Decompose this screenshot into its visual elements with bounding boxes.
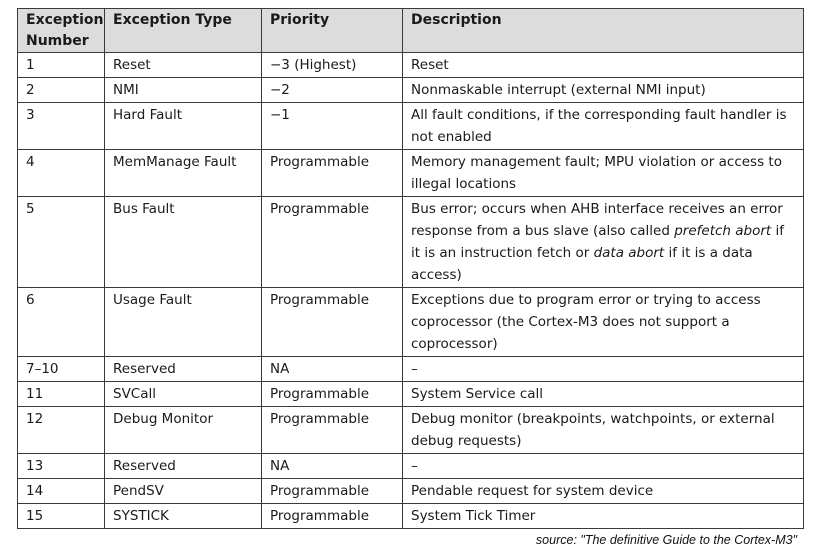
priority-cell: −3 (Highest) [262, 53, 403, 78]
exception-type-cell: Hard Fault [105, 103, 262, 150]
description-text: Reset [411, 57, 449, 73]
description-cell [403, 407, 804, 454]
description-cell [403, 53, 804, 78]
exception-type-cell: NMI [105, 78, 262, 103]
description-text: – [411, 458, 418, 474]
description-text: if it is an instruction fetch or [411, 223, 785, 261]
exception-number-cell: 7–10 [18, 357, 105, 382]
priority-cell: Programmable [262, 288, 403, 357]
header-priority: Priority [262, 9, 403, 53]
exception-number-cell: 2 [18, 78, 105, 103]
exception-number-cell: 1 [18, 53, 105, 78]
description-cell [403, 357, 804, 382]
exception-number-cell: 13 [18, 454, 105, 479]
description-text: Debug monitor (breakpoints, watchpoints, or external debug requests) [411, 411, 775, 449]
table-row [18, 197, 804, 288]
table-row [18, 382, 804, 407]
exception-type-cell: Reserved [105, 454, 262, 479]
priority-cell: NA [262, 454, 403, 479]
description-text: if it is a data access) [411, 245, 753, 283]
table-row [18, 150, 804, 197]
priority-cell: Programmable [262, 504, 403, 529]
description-text: All fault conditions, if the corresponding fault handler is not enabled [411, 107, 787, 145]
exception-number-cell: 15 [18, 504, 105, 529]
exception-type-cell: SVCall [105, 382, 262, 407]
description-text: Memory management fault; MPU violation or access to illegal locations [411, 154, 782, 192]
table-row [18, 407, 804, 454]
exception-number-cell: 14 [18, 479, 105, 504]
table-body [18, 53, 804, 529]
priority-cell: −2 [262, 78, 403, 103]
description-cell [403, 479, 804, 504]
exception-number-cell: 12 [18, 407, 105, 454]
description-text: Nonmaskable interrupt (external NMI input) [411, 82, 706, 98]
table-row [18, 288, 804, 357]
table-row [18, 504, 804, 529]
exception-type-cell: Reserved [105, 357, 262, 382]
exception-type-cell: MemManage Fault [105, 150, 262, 197]
description-cell [403, 78, 804, 103]
table-row [18, 103, 804, 150]
exception-table [17, 8, 804, 529]
exception-number-cell: 5 [18, 197, 105, 288]
exception-number-cell: 11 [18, 382, 105, 407]
exception-type-cell: PendSV [105, 479, 262, 504]
table-row [18, 479, 804, 504]
description-cell [403, 504, 804, 529]
exception-type-cell: Reset [105, 53, 262, 78]
description-text: System Service call [411, 386, 544, 402]
description-text: System Tick Timer [411, 508, 536, 524]
description-cell [403, 103, 804, 150]
description-text: – [411, 361, 418, 377]
description-text: Pendable request for system device [411, 483, 654, 499]
priority-cell: NA [262, 357, 403, 382]
priority-cell: Programmable [262, 407, 403, 454]
description-text: Bus error; occurs when AHB interface receives an error response from a bus slave (also called [411, 201, 783, 239]
exception-type-cell: SYSTICK [105, 504, 262, 529]
header-description: Description [403, 9, 804, 53]
priority-cell: Programmable [262, 479, 403, 504]
table-row [18, 454, 804, 479]
header-exception-type: Exception Type [105, 9, 262, 53]
priority-cell: Programmable [262, 197, 403, 288]
description-emphasis: data abort [593, 245, 665, 261]
header-row [18, 9, 804, 53]
header-exception-number: Exception Number [18, 9, 105, 53]
description-cell [403, 150, 804, 197]
exception-number-cell: 4 [18, 150, 105, 197]
priority-cell: −1 [262, 103, 403, 150]
exception-number-cell: 6 [18, 288, 105, 357]
exception-type-cell: Debug Monitor [105, 407, 262, 454]
exception-number-cell: 3 [18, 103, 105, 150]
priority-cell: Programmable [262, 382, 403, 407]
exception-type-cell: Bus Fault [105, 197, 262, 288]
description-cell [403, 197, 804, 288]
source-caption: source: "The definitive Guide to the Cortex-M3" [535, 533, 797, 547]
description-cell [403, 382, 804, 407]
description-cell [403, 454, 804, 479]
table-row [18, 78, 804, 103]
description-cell [403, 288, 804, 357]
table-row [18, 53, 804, 78]
table-row [18, 357, 804, 382]
exception-type-cell: Usage Fault [105, 288, 262, 357]
description-emphasis: prefetch abort [674, 223, 772, 239]
priority-cell: Programmable [262, 150, 403, 197]
description-text: Exceptions due to program error or trying to access coprocessor (the Cortex-M3 does not support a coprocessor) [411, 292, 761, 352]
